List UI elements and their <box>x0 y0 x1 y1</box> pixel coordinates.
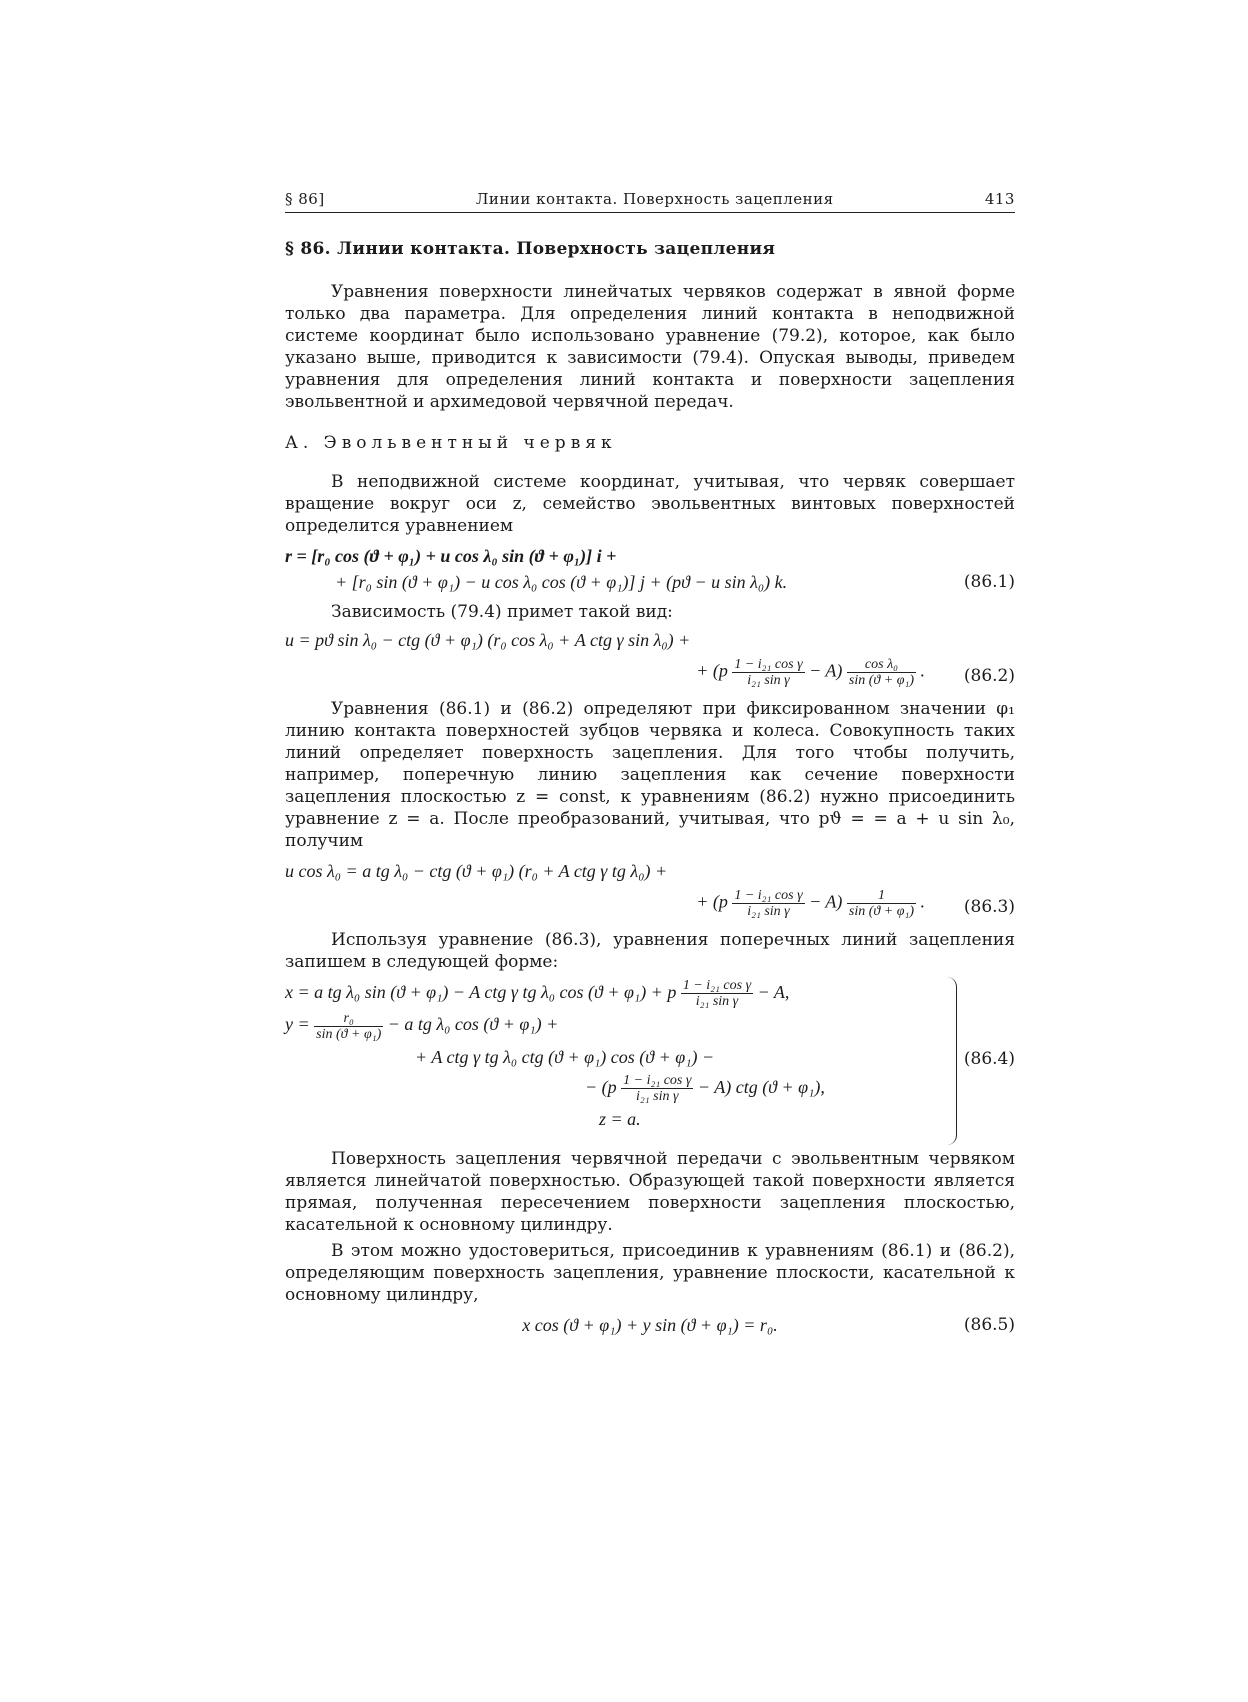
eq4-y3-frac-num: 1 − i₂₁ cos γ <box>623 1073 692 1089</box>
eq2-line2 <box>285 657 1015 688</box>
paragraph-3: Зависимость (79.4) примет такой вид: <box>331 602 673 622</box>
paragraph-7: В этом можно удостовериться, присоединив к уравнениям (86.1) и (86.2), определяющим поверхность зацепления, уравнение плоскости, касательной к основному цилиндру, <box>285 1241 1015 1306</box>
eq3-number: (86.3) <box>963 897 1015 917</box>
equation-86-1 <box>285 543 1015 595</box>
header-title: Линии контакта. Поверхность зацепления <box>475 190 834 208</box>
eq4-y-post: − a tg λ₀ cos (ϑ + φ₁) + <box>387 1014 559 1035</box>
subheading: А. Эвольвентный червяк <box>285 433 617 453</box>
eq4-y3-pre: − (p <box>585 1076 617 1097</box>
eq2-frac2 <box>847 657 916 688</box>
paragraph-2: В неподвижной системе координат, учитывая, что червяк совершает вращение вокруг оси z, семейство эвольвентных винтовых поверхностей определится уравнением <box>285 472 1015 536</box>
eq1-number: (86.1) <box>963 572 1015 592</box>
eq3-frac1-num: 1 − i₂₁ cos γ <box>734 888 803 903</box>
paragraph-5: Используя уравнение (86.3), уравнения поперечных линий зацепления запишем в следующей форме: <box>285 930 1015 972</box>
eq2-post: . <box>920 660 925 681</box>
eq3-frac1 <box>732 888 804 919</box>
eq1-line2: + [r₀ sin (ϑ + φ₁) − u cos λ₀ cos (ϑ + φ₁)] j + (pϑ − u sin λ₀) k. <box>335 572 788 592</box>
eq4-number: (86.4) <box>963 1049 1015 1069</box>
eq2-pre: + (p <box>696 660 728 681</box>
eq2-frac2-den: sin (ϑ + φ₁) <box>848 673 914 688</box>
eq4-x-frac-num: 1 − i₂₁ cos γ <box>682 978 752 994</box>
page <box>285 190 1015 1338</box>
eq4-y-frac-num: r₀ <box>314 1011 383 1027</box>
paragraph-6: Поверхность зацепления червячной передачи с эвольвентным червяком является линейчатой поверхностью. Образующей такой поверхности является прямая, полученная пересечением поверхности зацепления плоскостью, касательной к основному цилиндру. <box>285 1149 1015 1236</box>
eq4-y3-frac-den: i₂₁ sin γ <box>636 1089 679 1105</box>
eq5-text: x cos (ϑ + φ₁) + y sin (ϑ + φ₁) = r₀. <box>522 1315 778 1336</box>
eq3-line2 <box>285 888 1015 919</box>
eq4-x-post: − A, <box>757 982 790 1002</box>
section-title: § 86. Линии контакта. Поверхность зацепления <box>285 239 776 259</box>
paragraph-1: Уравнения поверхности линейчатых червяков содержат в явной форме только два параметра. Для определения линий контакта в неподвижной системе координат было использовано уравнение (79.2), которое, как было указано выше, приводится к зависимости (79.4). Опуская выводы, приведем уравнения для определения линий контакта и поверхности зацепления эвольвентной и архимедовой червячной передач. <box>285 282 1015 412</box>
eq2-frac2-num: cos λ₀ <box>847 657 916 673</box>
equation-86-3 <box>285 858 1015 919</box>
eq4-x-pre: x = a tg λ₀ sin (ϑ + φ₁) − A ctg γ tg λ₀ cos (ϑ + φ₁) + p <box>285 982 677 1002</box>
eq2-number: (86.2) <box>963 666 1015 686</box>
running-header <box>285 190 1015 213</box>
eq2-line1: u = pϑ sin λ₀ − ctg (ϑ + φ₁) (r₀ cos λ₀ + A ctg γ sin λ₀) + <box>285 630 691 650</box>
eq3-frac2 <box>847 888 916 919</box>
eq4-y-pre: y = <box>285 1014 310 1035</box>
eq4-y-frac-den: sin (ϑ + φ₁) <box>316 1026 382 1042</box>
eq2-mid: − A) <box>809 660 843 681</box>
eq3-frac1-den: i₂₁ sin γ <box>747 904 790 919</box>
eq4-y-line <box>285 1009 1015 1041</box>
eq3-frac2-num: 1 <box>847 888 916 904</box>
eq4-z-line: z = a. <box>599 1109 641 1130</box>
eq4-y3-post: − A) ctg (ϑ + φ₁), <box>697 1076 825 1097</box>
eq4-x-frac-den: i₂₁ sin γ <box>695 994 739 1010</box>
eq3-pre: + (p <box>696 891 728 912</box>
eq4-y-frac <box>314 1011 383 1042</box>
eq4-y3-line <box>285 1072 1015 1104</box>
eq2-frac1-num: 1 − i₂₁ cos γ <box>734 657 803 672</box>
eq2-frac1 <box>732 657 804 688</box>
eq1-line1: r = [r₀ cos (ϑ + φ₁) + u cos λ₀ sin (ϑ + φ₁)] i + <box>285 546 617 566</box>
eq4-x-line <box>285 977 1015 1009</box>
eq5-number: (86.5) <box>963 1315 1015 1336</box>
paragraph-4: Уравнения (86.1) и (86.2) определяют при фиксированном значении φ₁ линию контакта поверхностей зубцов червяка и колеса. Совокупность таких линий определяет поверхность зацепления. Для того чтобы получить, например, поперечную линию зацепления как сечение поверхности зацепления плоскостью z = const, к уравнениям (86.2) нужно присоединить уравнение z = a. После преобразований, учитывая, что pϑ = = a + u sin λ₀, получим <box>285 699 1015 851</box>
eq4-y2-line: + A ctg γ tg λ₀ ctg (ϑ + φ₁) cos (ϑ + φ₁) − <box>415 1046 715 1067</box>
equation-86-4 <box>285 977 1015 1134</box>
equation-86-2 <box>285 627 1015 688</box>
page-number: 413 <box>984 190 1015 208</box>
eq3-line1: u cos λ₀ = a tg λ₀ − ctg (ϑ + φ₁) (r₀ + A ctg γ tg λ₀) + <box>285 861 668 881</box>
eq4-y3-frac <box>621 1073 693 1104</box>
eq4-x-frac <box>681 978 753 1009</box>
eq3-frac2-den: sin (ϑ + φ₁) <box>848 904 914 919</box>
eq2-frac1-den: i₂₁ sin γ <box>747 673 790 688</box>
eq4-brace <box>944 977 957 1145</box>
equation-86-5 <box>285 1312 1015 1338</box>
eq3-mid: − A) <box>809 891 843 912</box>
eq3-post: . <box>920 891 925 912</box>
header-section: § 86] <box>285 190 325 208</box>
